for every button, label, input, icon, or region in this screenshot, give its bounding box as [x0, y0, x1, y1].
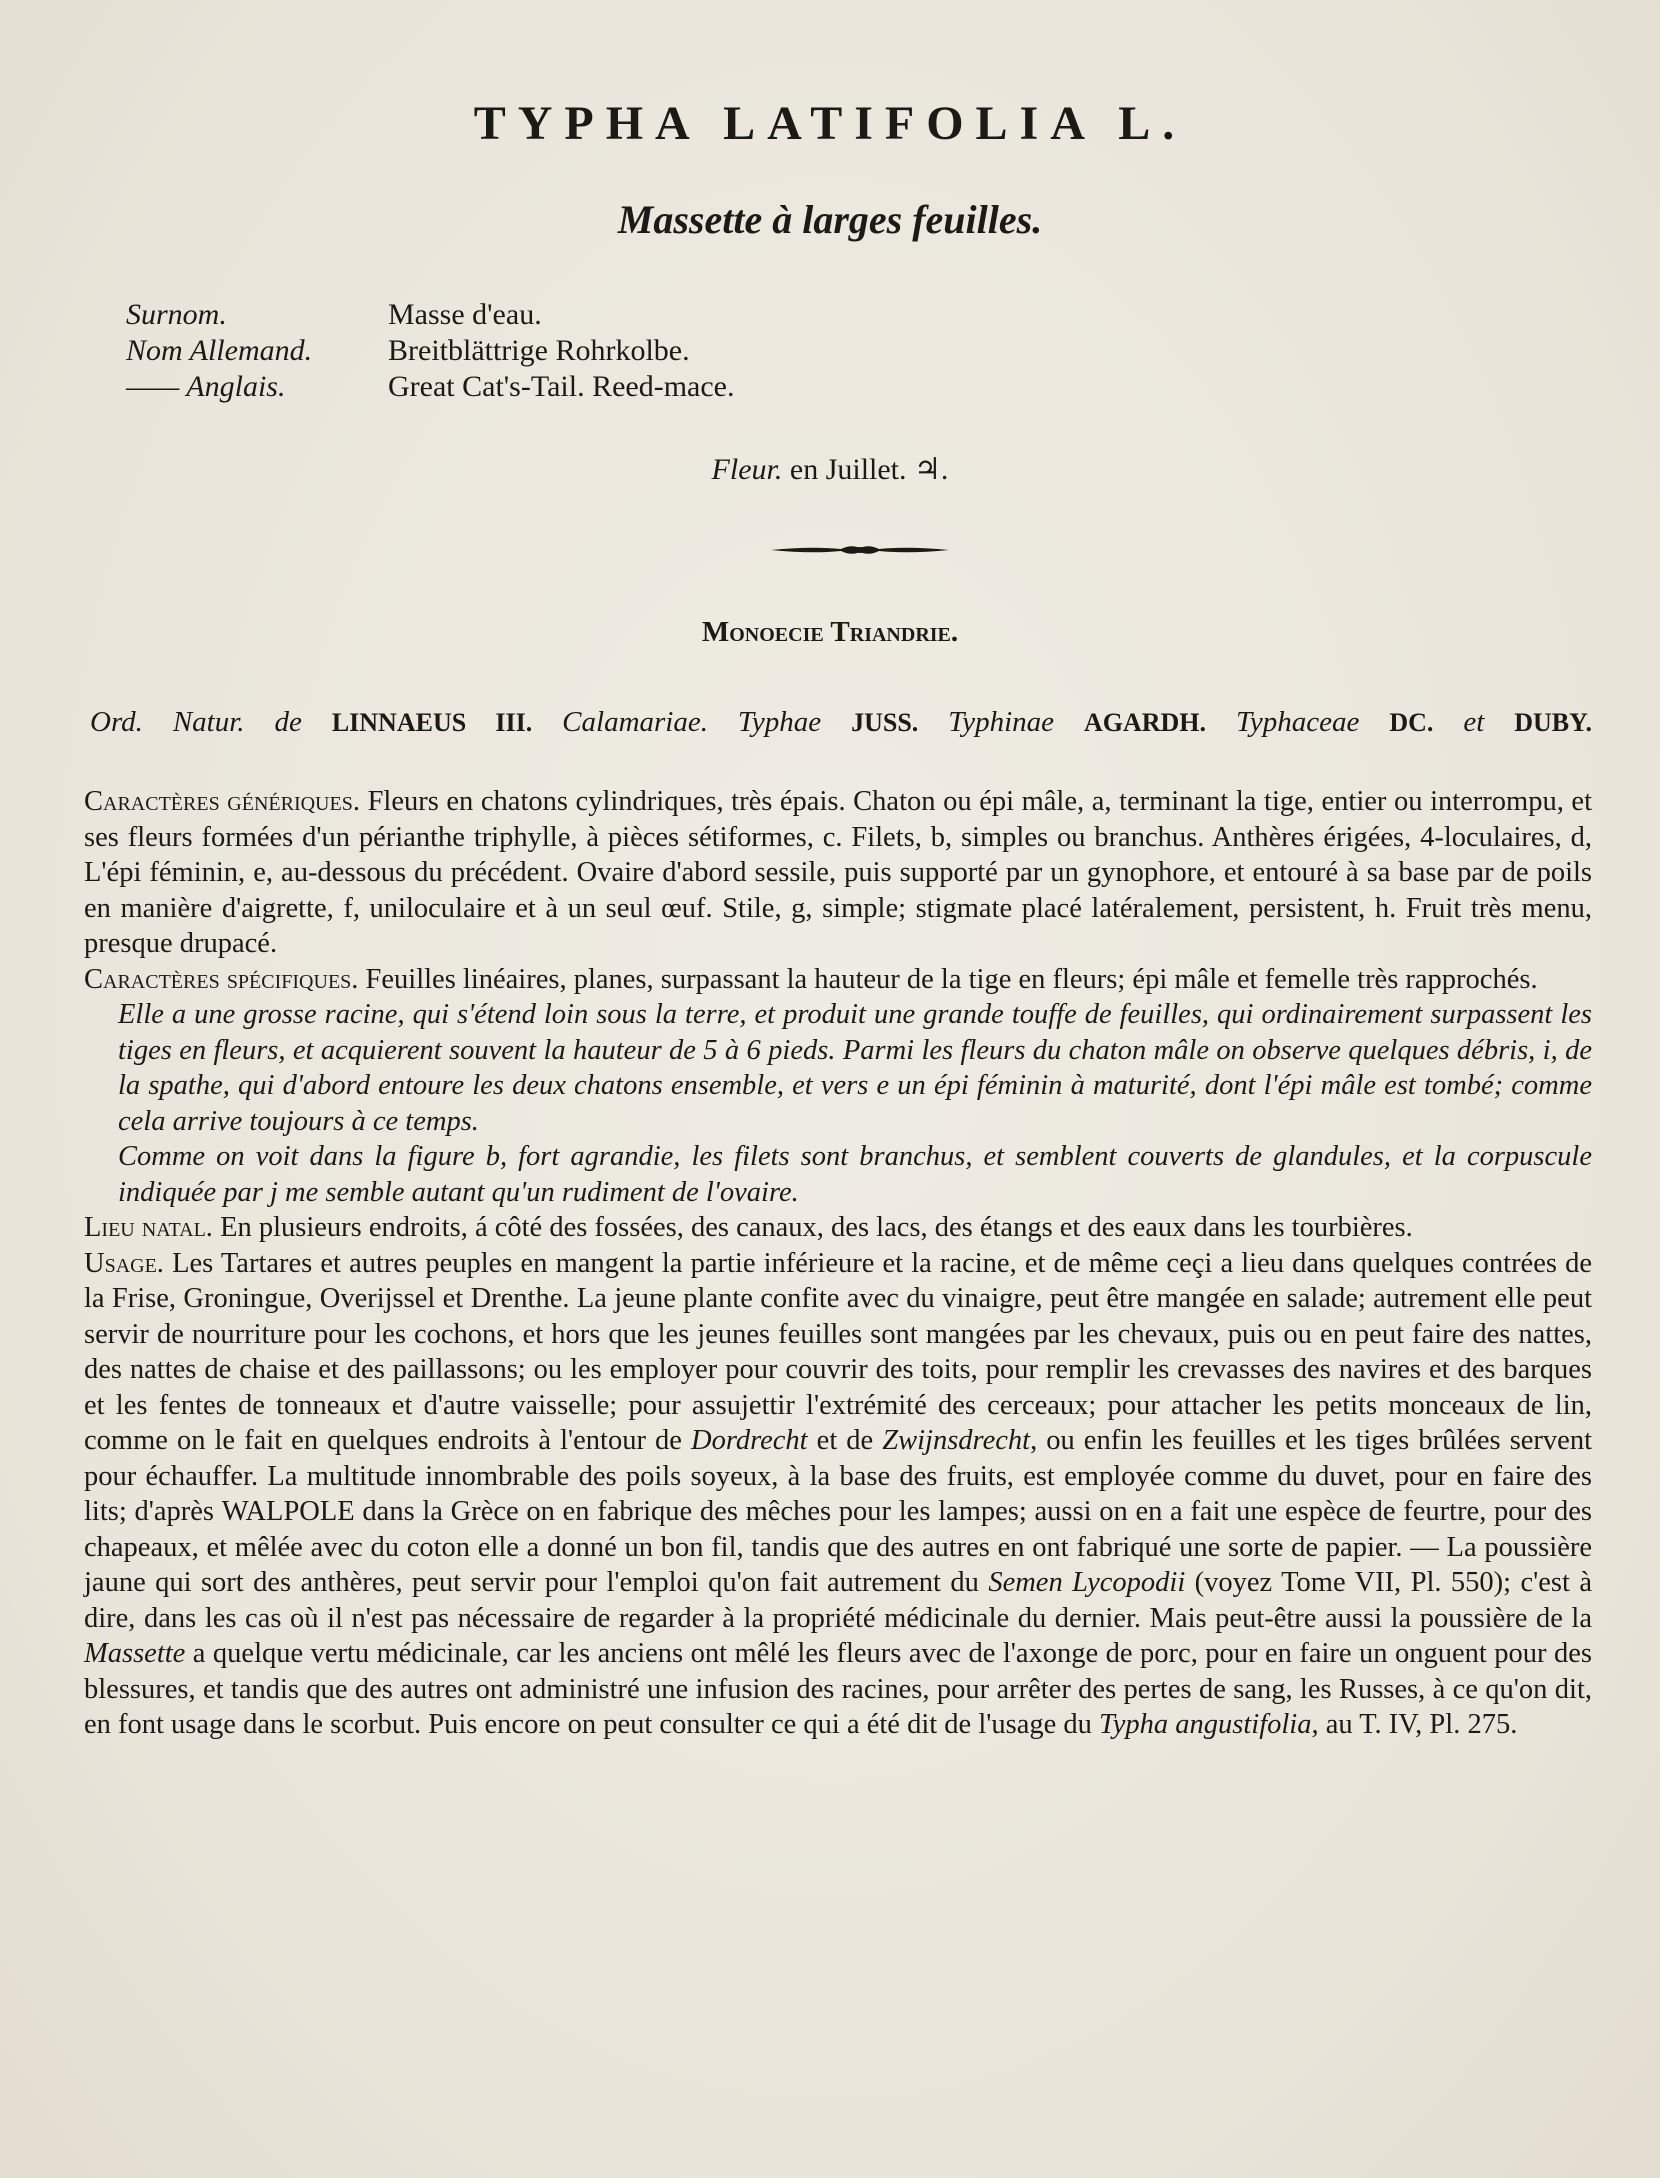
order-text: Calamariae. — [562, 706, 708, 738]
natural-order-line — [90, 706, 1592, 739]
place-zwijnsdrecht: Zwijnsdrecht — [882, 1425, 1031, 1456]
description-body — [84, 784, 1593, 1743]
page-subtitle: Massette à larges feuilles. — [617, 197, 1043, 242]
order-text: et — [1463, 706, 1485, 738]
specific-characters-paragraph — [84, 962, 1592, 998]
specific-characters-label: Caractères spécifiques. — [84, 963, 359, 995]
usage-paragraph — [84, 1246, 1592, 1743]
usage-text: et de — [816, 1425, 874, 1456]
page-title: TYPHA LATIFOLIA L. — [473, 97, 1187, 150]
description-italic-paragraph: Elle a une grosse racine, qui s'étend loin sous la terre, et produit une grande touffe de feuilles, qui ordinairement surpassent les tiges en fleurs, et acquierent souvent la hauteur de 5 à 6 pieds. Parmi les fleurs du chaton mâle on observe quelques débris, i, de la spathe, qui d'abord entoure les deux chatons ensemble, et vers e un épi féminin à maturité, dont l'épi mâle est tombé; comme cela arrive toujours à ce temps. — [118, 999, 1592, 1137]
name-label: Surnom. — [126, 298, 227, 331]
name-value: Masse d'eau. — [388, 298, 542, 331]
perennial-symbol: ♃. — [914, 453, 949, 486]
ornament-divider-icon — [771, 542, 949, 558]
typha-angustifolia-ref: Typha angustifolia — [1099, 1709, 1312, 1740]
name-row — [126, 333, 734, 369]
flowering-value: en Juillet. — [789, 453, 907, 486]
name-label: —— Anglais. — [126, 370, 286, 403]
usage-text: a quelque vertu médicinale, car les anciens ont mêlé les fleurs avec de l'axonge de porc, pour en faire un onguent pour des blessures, et tandis que des autres ont administré une infusion des racines, pour arrêter des pertes de sang, les Russes, à ce qu'on dit, en font usage dans le scorbut. Puis encore on peut consulter ce qui a été dit de l'usage du — [84, 1638, 1593, 1740]
flowering-label: Fleur. — [711, 453, 783, 486]
name-row — [126, 297, 734, 333]
vernacular-names — [126, 297, 734, 405]
usage-text: , au T. IV, Pl. 275. — [1311, 1709, 1518, 1740]
semen-lycopodii: Semen Lycopodii — [988, 1567, 1186, 1598]
order-text: Typhae — [737, 706, 822, 738]
linnaean-classification: Monoecie Triandrie. — [701, 616, 959, 648]
habitat-label: Lieu natal. — [84, 1212, 213, 1243]
order-text: Typhinae — [948, 706, 1055, 738]
usage-text: dans la Grèce on en fabrique des mêches pour les lampes; aussi on en a fait une espèce de feurtre, pour des chapeaux, et mêlée avec du coton elle a donné un bon fil, tandis que des autres en ont fabriqué une sorte de papier. — La poussière jaune qui sort des anthères, peut servir pour l'emploi qu'on fait autrement du — [84, 1496, 1592, 1598]
generic-characters-label: Caractères génériques. — [84, 786, 360, 817]
author-juss: JUSS. — [851, 708, 919, 737]
habitat-paragraph — [84, 1210, 1592, 1246]
usage-label: Usage. — [84, 1247, 164, 1279]
author-agardh: AGARDH. — [1083, 708, 1207, 737]
author-duby: DUBY. — [1514, 708, 1593, 737]
author-linnaeus: LINNAEUS III. — [331, 708, 533, 737]
order-text: Ord. Natur. de — [90, 706, 302, 738]
massette-term: Massette — [84, 1638, 186, 1669]
usage-text: Les Tartares et autres peuples en mangent la partie inférieure et la racine, et de même ceçi a lieu dans quelques contrées de la Frise, Groningue, Overijssel et Drenthe. La jeune plante confite avec du vinaigre, peut être mangée en salade; autrement elle peut servir de nourriture pour les cochons, et hors que les jeunes feuilles sont mangées par les chevaux, puis ou en peut faire des nattes, des nattes de chaise et des paillassons; ou les employer pour couvrir des toits, pour remplir les crevasses des navires et des barques et les fentes de tonneaux et d'autre vaisselle; pour assujettir l'extrémité des cerceaux; pour attacher les petits monceaux de lin, comme on le fait en quelques endroits à l'entour de — [84, 1247, 1593, 1456]
usage-text: , ou enfin les feuilles et les tiges brûlées servent pour échauffer. La multitude innombrable des poils soyeux, à la base des fruits, est employée comme du duvet, pour en faire des lits; d'après — [84, 1425, 1592, 1527]
name-label: Nom Allemand. — [126, 334, 313, 367]
author-dc: DC. — [1389, 708, 1434, 737]
name-value: Breitblättrige Rohrkolbe. — [388, 334, 690, 367]
flowering-line — [0, 452, 1660, 487]
name-value: Great Cat's-Tail. Reed-mace. — [388, 370, 735, 403]
habitat-text: En plusieurs endroits, á côté des fossées, des canaux, des lacs, des étangs et des eaux dans les tourbières. — [220, 1212, 1413, 1243]
author-walpole: WALPOLE — [221, 1496, 355, 1527]
place-dordrecht: Dordrecht — [690, 1425, 808, 1456]
name-row — [126, 369, 734, 405]
generic-characters-text: Fleurs en chatons cylindriques, très épais. Chaton ou épi mâle, a, terminant la tige, entier ou interrompu, et ses fleurs formées d'un périanthe triphylle, à pièces sétiformes, c. Filets, b, simples ou branchus. Anthères érigées, 4-loculaires, d, L'épi féminin, e, au-dessous du précédent. Ovaire d'abord sessile, puis supporté par un gynophore, et entouré à sa base par de poils en manière d'aigrette, f, uniloculaire et à un seul œuf. Stile, g, simple; stigmate placé latéralement, persistent, h. Fruit très menu, presque drupacé. — [84, 786, 1592, 959]
usage-text: (voyez Tome VII, Pl. 550); c'est à dire, dans les cas où il n'est pas nécessaire de regarder à la propriété médicinale du dernier. Mais peut-être aussi la poussière de la — [84, 1567, 1592, 1634]
generic-characters-paragraph — [84, 784, 1592, 962]
figure-note-paragraph: Comme on voit dans la figure b, fort agrandie, les filets sont branchus, et semblent couverts de glandules, et la corpuscule indiquée par j me semble autant qu'un rudiment de l'ovaire. — [118, 1141, 1592, 1208]
order-text: Typhaceae — [1235, 706, 1360, 738]
specific-characters-text: Feuilles linéaires, planes, surpassant la hauteur de la tige en fleurs; épi mâle et femelle très rapprochés. — [365, 963, 1538, 995]
